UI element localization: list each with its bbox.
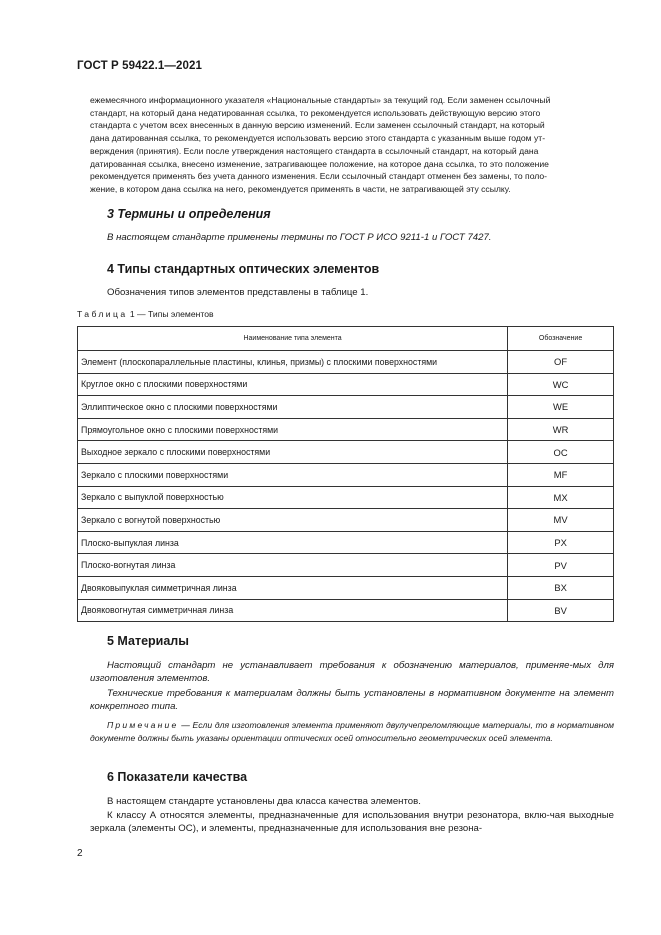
element-type-code: WC [508,373,614,396]
element-type-code: MV [508,509,614,532]
table-row [78,599,614,622]
element-type-name: Выходное зеркало с плоскими поверхностями [78,441,508,464]
table-row [78,554,614,577]
element-type-code: PV [508,554,614,577]
element-type-code: PX [508,531,614,554]
element-type-code: OF [508,351,614,374]
note-text: — Если для изготовления элемента применяют двулучепреломляющие материалы, то в нормативном документе должны быть указаны ориентации оптических осей относительно геометрических осей элемента. [90,720,614,743]
element-type-name: Плоско-выпуклая линза [78,531,508,554]
table-row [78,509,614,532]
section-6-paragraph-1: В настоящем стандарте установлены два класса качества элементов. [107,796,421,807]
element-type-code: BV [508,599,614,622]
table-caption [77,309,214,319]
intro-line: ежемесячного информационного указателя «Национальные стандарты» за текущий год. Если заменен ссылочный [90,95,551,105]
table-row [78,396,614,419]
section-5-note [90,719,614,744]
table-row [78,463,614,486]
element-type-code: WR [508,418,614,441]
section-5-heading: 5 Материалы [107,634,189,648]
intro-line: стандарта с учетом всех внесенных в данную версию изменений. Если заменен ссылочный стандарт, на который [90,120,545,131]
element-type-name: Эллиптическое окно с плоскими поверхностями [78,396,508,419]
column-header-name: Наименование типа элемента [78,327,508,351]
table-row [78,576,614,599]
table-row [78,486,614,509]
table-row [78,441,614,464]
element-type-name: Зеркало с плоскими поверхностями [78,463,508,486]
section-5-paragraph-1: Настоящий стандарт не устанавливает требования к обозначению материалов, применяе-мых для изготовления элементов. [90,660,614,684]
intro-line: жение, в котором дана ссылка на него, рекомендуется применять в части, не затрагивающей эту ссылку. [90,183,511,194]
element-type-code: MF [508,463,614,486]
intro-paragraph [90,94,614,196]
element-type-code: MX [508,486,614,509]
document-header: ГОСТ Р 59422.1—2021 [77,60,202,72]
element-type-name: Круглое окно с плоскими поверхностями [78,373,508,396]
intro-line: дана датированная ссылка, то рекомендуется использовать версию этого стандарта с указанным выше годом ут- [90,133,546,144]
table-row [78,418,614,441]
element-type-name: Прямоугольное окно с плоскими поверхностями [78,418,508,441]
section-6-paragraph-2: К классу А относятся элементы, предназначенные для использования внутри резонатора, вклю-чая выходные зеркала (элементы OC), и элементы, предназначенные для использования вне резона- [90,810,614,834]
element-types-table [77,326,614,622]
intro-line: датированная ссылка, внесено изменение, затрагивающее положение, на которое дана ссылка, то это положение [90,158,549,169]
element-type-name: Двояковыпуклая симметричная линза [78,576,508,599]
note-label: Примечание [107,720,179,730]
section-6-heading: 6 Показатели качества [107,770,248,784]
table-caption-prefix: Таблица [77,309,128,319]
element-type-code: BX [508,576,614,599]
table-caption-title: 1 — Типы элементов [127,309,214,319]
section-5-paragraph-2: Технические требования к материалам должны быть установлены в нормативном документе на элемент конкретного типа. [90,688,614,712]
element-type-code: OC [508,441,614,464]
element-type-name: Двояковогнутая симметричная линза [78,599,508,622]
table-header-row [78,327,614,351]
element-type-name: Зеркало с вогнутой поверхностью [78,509,508,532]
element-type-name: Плоско-вогнутая линза [78,554,508,577]
section-4-heading: 4 Типы стандартных оптических элементов [107,262,380,276]
section-4-text: Обозначения типов элементов представлены в таблице 1. [107,287,369,298]
intro-line: рекомендуется применять без учета данного изменения. Если ссылочный стандарт отменен без замены, то поло- [90,171,548,182]
section-3-text: В настоящем стандарте применены термины по ГОСТ Р ИСО 9211-1 и ГОСТ 7427. [107,232,492,243]
table-row [78,351,614,374]
element-type-name: Элемент (плоскопараллельные пластины, клинья, призмы) с плоскими поверхностями [78,351,508,374]
section-3-heading: 3 Термины и определения [107,207,271,221]
column-header-code: Обозначение [508,327,614,351]
table-row [78,531,614,554]
intro-line: верждения (принятия). Если после утверждения настоящего стандарта в ссылочный стандарт, на который дана [90,145,539,156]
intro-line: стандарт, на который дана недатированная ссылка, то рекомендуется использовать действующую версию этого [90,107,541,118]
element-type-name: Зеркало с выпуклой поверхностью [78,486,508,509]
table-row [78,373,614,396]
page-number: 2 [77,848,83,859]
element-type-code: WE [508,396,614,419]
